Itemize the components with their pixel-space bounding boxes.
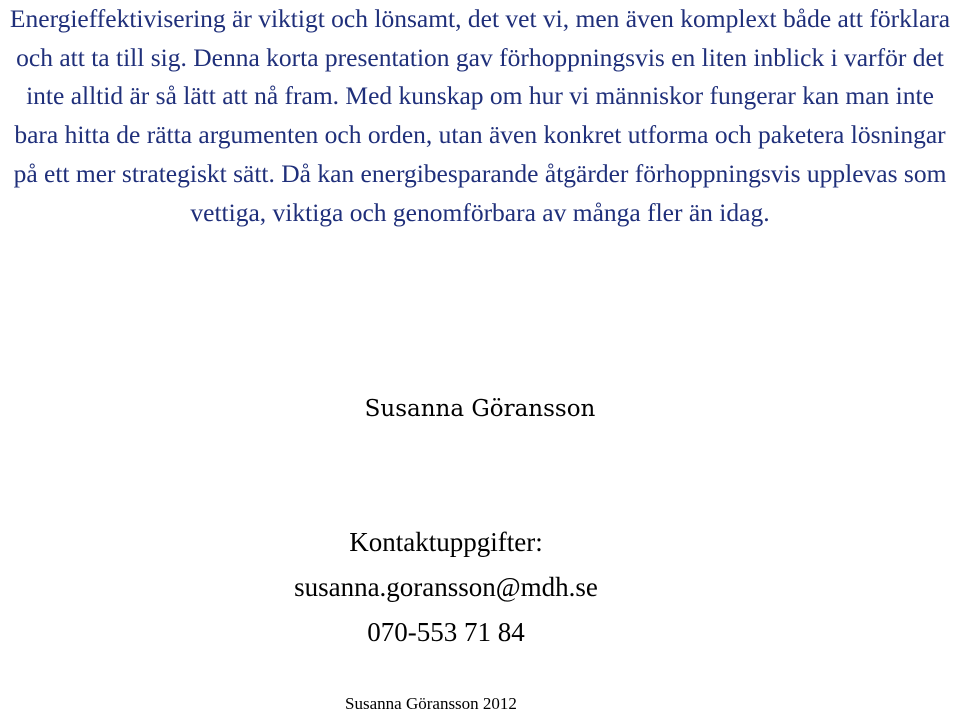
contact-block bbox=[0, 522, 892, 657]
contact-email: susanna.goransson@mdh.se bbox=[294, 572, 598, 602]
contact-phone: 070-553 71 84 bbox=[367, 617, 525, 647]
author-name: Susanna Göransson bbox=[364, 396, 596, 422]
body-paragraph: Energieffektivisering är viktigt och lönsamt, det vet vi, men även komplext både att förklara och att ta till sig. Denna korta presentation gav förhoppningsvis en liten inblick i varför det inte alltid är så lätt att nå fram. Med kunskap om hur vi människor fungerar kan man inte bara hitta de rätta argumenten och orden, utan även konkret utforma och paketera lösningar på ett mer strategiskt sätt. Då kan energibesparande åtgärder förhoppningsvis upplevas som vettiga, viktiga och genomförbara av många fler än idag. bbox=[9, 4, 951, 227]
footer-credit: Susanna Göransson 2012 bbox=[345, 694, 517, 713]
contact-heading: Kontaktuppgifter: bbox=[349, 527, 543, 557]
